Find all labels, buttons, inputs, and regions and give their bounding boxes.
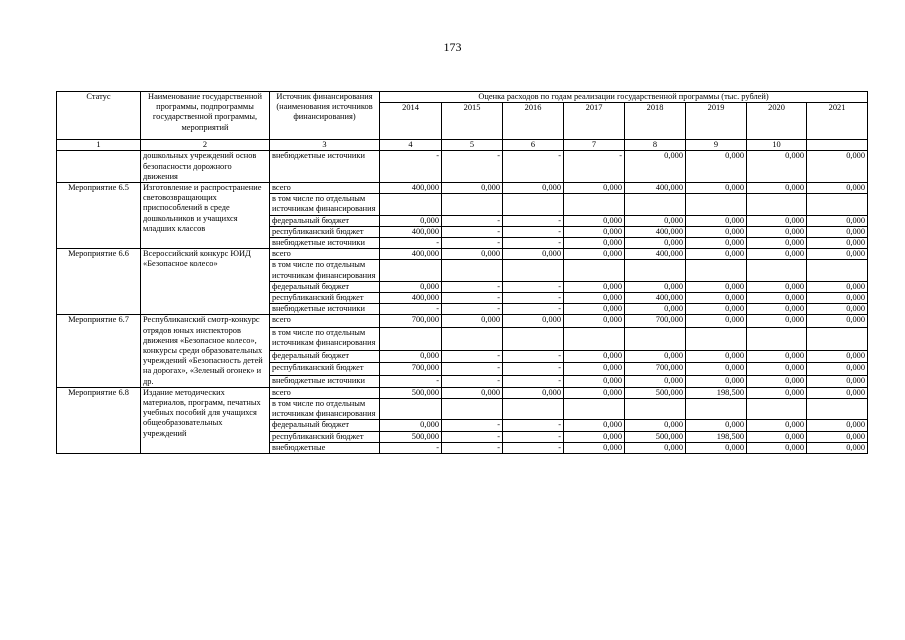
row-value: 0,000 bbox=[807, 293, 868, 304]
header-year: 2017 bbox=[564, 103, 625, 140]
row-value: - bbox=[503, 351, 564, 363]
row-value: 0,000 bbox=[807, 304, 868, 315]
row-value: 0,000 bbox=[686, 151, 747, 183]
row-value: 0,000 bbox=[564, 315, 625, 327]
row-value bbox=[686, 194, 747, 215]
row-value: 0,000 bbox=[807, 215, 868, 226]
row-value bbox=[380, 327, 442, 350]
row-value: - bbox=[380, 304, 442, 315]
row-value: 0,000 bbox=[564, 281, 625, 292]
row-source: внебюджетные источники bbox=[270, 304, 380, 315]
table-body bbox=[57, 151, 868, 454]
row-name: Изготовление и распространение световозвращающих приспособлений в среде дошкольников и учащихся младших классов bbox=[141, 183, 270, 249]
column-number: 2 bbox=[141, 140, 270, 151]
row-value: - bbox=[442, 420, 503, 431]
row-value: - bbox=[442, 226, 503, 237]
row-source: в том числе по отдельным источникам финансирования bbox=[270, 399, 380, 420]
row-value: 0,000 bbox=[686, 249, 747, 260]
row-value: 0,000 bbox=[503, 249, 564, 260]
row-value: 0,000 bbox=[807, 420, 868, 431]
row-value: 0,000 bbox=[686, 375, 747, 387]
column-number: 9 bbox=[686, 140, 747, 151]
row-value: 0,000 bbox=[380, 420, 442, 431]
row-value: 0,000 bbox=[747, 183, 807, 194]
row-value: 0,000 bbox=[807, 442, 868, 453]
row-source: всего bbox=[270, 183, 380, 194]
row-value: - bbox=[442, 238, 503, 249]
row-value: 400,000 bbox=[380, 183, 442, 194]
row-value bbox=[564, 194, 625, 215]
row-value: 0,000 bbox=[503, 183, 564, 194]
row-value: - bbox=[442, 304, 503, 315]
row-value: 198,500 bbox=[686, 387, 747, 398]
row-value bbox=[747, 399, 807, 420]
table-row bbox=[57, 183, 868, 194]
row-source: всего bbox=[270, 315, 380, 327]
row-value: 0,000 bbox=[807, 431, 868, 442]
column-number: 4 bbox=[380, 140, 442, 151]
row-value bbox=[380, 399, 442, 420]
row-source: федеральный бюджет bbox=[270, 420, 380, 431]
row-value: 0,000 bbox=[747, 387, 807, 398]
row-source: внебюджетные источники bbox=[270, 238, 380, 249]
row-value: 0,000 bbox=[625, 215, 686, 226]
row-value: 0,000 bbox=[686, 238, 747, 249]
row-value: - bbox=[503, 431, 564, 442]
header-estimate: Оценка расходов по годам реализации государственной программы (тыс. рублей) bbox=[380, 92, 868, 103]
row-value: - bbox=[564, 151, 625, 183]
column-number: 6 bbox=[503, 140, 564, 151]
row-value bbox=[564, 399, 625, 420]
row-value: - bbox=[380, 151, 442, 183]
row-value: 0,000 bbox=[564, 293, 625, 304]
table-row bbox=[57, 315, 868, 327]
row-value: - bbox=[503, 226, 564, 237]
row-value: 400,000 bbox=[380, 226, 442, 237]
row-value bbox=[807, 399, 868, 420]
header-year: 2020 bbox=[747, 103, 807, 140]
row-value: 0,000 bbox=[442, 249, 503, 260]
row-source: федеральный бюджет bbox=[270, 351, 380, 363]
row-value: 0,000 bbox=[807, 281, 868, 292]
row-value: - bbox=[442, 442, 503, 453]
header-year: 2014 bbox=[380, 103, 442, 140]
row-value: 500,000 bbox=[380, 431, 442, 442]
row-value: 700,000 bbox=[625, 315, 686, 327]
row-value: 0,000 bbox=[747, 304, 807, 315]
row-value: - bbox=[442, 215, 503, 226]
row-value: 0,000 bbox=[564, 351, 625, 363]
row-value: 0,000 bbox=[625, 304, 686, 315]
row-value: 400,000 bbox=[625, 183, 686, 194]
row-value: - bbox=[503, 281, 564, 292]
row-value: 0,000 bbox=[686, 351, 747, 363]
row-value: - bbox=[503, 420, 564, 431]
column-number: 8 bbox=[625, 140, 686, 151]
row-value: 0,000 bbox=[564, 431, 625, 442]
row-value: 0,000 bbox=[747, 431, 807, 442]
row-value bbox=[564, 327, 625, 350]
row-value: 0,000 bbox=[380, 351, 442, 363]
row-value bbox=[564, 260, 625, 281]
row-value: - bbox=[442, 375, 503, 387]
column-number: 3 bbox=[270, 140, 380, 151]
header-year: 2019 bbox=[686, 103, 747, 140]
row-value: 0,000 bbox=[747, 420, 807, 431]
row-value: 0,000 bbox=[564, 226, 625, 237]
header-year: 2016 bbox=[503, 103, 564, 140]
table-row bbox=[57, 151, 868, 183]
row-value: 0,000 bbox=[807, 363, 868, 375]
header-source: Источник финансирования (наименования источников финансирования) bbox=[270, 92, 380, 140]
row-value: 0,000 bbox=[807, 183, 868, 194]
row-value bbox=[625, 327, 686, 350]
row-value: 0,000 bbox=[686, 226, 747, 237]
row-value: 0,000 bbox=[807, 387, 868, 398]
row-value: 500,000 bbox=[625, 431, 686, 442]
row-value: 0,000 bbox=[564, 238, 625, 249]
row-value: 700,000 bbox=[380, 363, 442, 375]
column-number: 7 bbox=[564, 140, 625, 151]
row-value: 0,000 bbox=[807, 151, 868, 183]
row-source: федеральный бюджет bbox=[270, 281, 380, 292]
row-value: 0,000 bbox=[807, 315, 868, 327]
row-value: 700,000 bbox=[625, 363, 686, 375]
row-name: Всероссийский конкурс ЮИД «Безопасное колесо» bbox=[141, 249, 270, 315]
row-value bbox=[625, 399, 686, 420]
row-source: республиканский бюджет bbox=[270, 363, 380, 375]
row-value: 0,000 bbox=[564, 375, 625, 387]
row-value: 0,000 bbox=[747, 315, 807, 327]
table-header bbox=[57, 92, 868, 151]
row-value: - bbox=[442, 293, 503, 304]
row-value: 0,000 bbox=[747, 226, 807, 237]
row-value: 0,000 bbox=[686, 420, 747, 431]
column-number: 10 bbox=[747, 140, 807, 151]
row-source: в том числе по отдельным источникам финансирования bbox=[270, 327, 380, 350]
row-value: 0,000 bbox=[686, 363, 747, 375]
budget-table bbox=[56, 91, 868, 454]
row-value bbox=[807, 260, 868, 281]
row-value: 0,000 bbox=[807, 351, 868, 363]
row-value: 0,000 bbox=[747, 151, 807, 183]
row-status bbox=[57, 151, 141, 183]
row-value: 0,000 bbox=[564, 420, 625, 431]
row-value: 0,000 bbox=[747, 442, 807, 453]
row-source: федеральный бюджет bbox=[270, 215, 380, 226]
row-status: Мероприятие 6.5 bbox=[57, 183, 141, 249]
row-value: 0,000 bbox=[807, 249, 868, 260]
row-value bbox=[625, 260, 686, 281]
row-value bbox=[807, 194, 868, 215]
row-value bbox=[686, 260, 747, 281]
row-value bbox=[807, 327, 868, 350]
column-number: 1 bbox=[57, 140, 141, 151]
row-value: 0,000 bbox=[747, 363, 807, 375]
row-name: Республиканский смотр-конкурс отрядов юных инспекторов движения «Безопасное колесо», конкурсы среди образовательных учреждений «Безопасность детей на дорогах», «Зеленый огонек» и др. bbox=[141, 315, 270, 387]
row-value bbox=[442, 327, 503, 350]
row-value: 400,000 bbox=[380, 293, 442, 304]
row-value: - bbox=[442, 363, 503, 375]
row-value: 0,000 bbox=[380, 215, 442, 226]
row-value: 0,000 bbox=[747, 375, 807, 387]
header-year: 2018 bbox=[625, 103, 686, 140]
column-number: 5 bbox=[442, 140, 503, 151]
row-value: 0,000 bbox=[625, 151, 686, 183]
row-value: - bbox=[442, 351, 503, 363]
row-value: - bbox=[503, 304, 564, 315]
row-value: 0,000 bbox=[625, 351, 686, 363]
row-value: 0,000 bbox=[503, 315, 564, 327]
header-status: Статус bbox=[57, 92, 141, 140]
row-value: 400,000 bbox=[380, 249, 442, 260]
row-value: 0,000 bbox=[503, 387, 564, 398]
row-value: 198,500 bbox=[686, 431, 747, 442]
row-value: - bbox=[442, 431, 503, 442]
row-status: Мероприятие 6.7 bbox=[57, 315, 141, 387]
row-value: 0,000 bbox=[625, 238, 686, 249]
row-value bbox=[442, 194, 503, 215]
row-value: 500,000 bbox=[625, 387, 686, 398]
row-value: 0,000 bbox=[564, 363, 625, 375]
row-value: 0,000 bbox=[686, 442, 747, 453]
row-value bbox=[380, 194, 442, 215]
row-source: в том числе по отдельным источникам финансирования bbox=[270, 260, 380, 281]
row-value bbox=[625, 194, 686, 215]
row-value: 0,000 bbox=[686, 281, 747, 292]
table-row bbox=[57, 387, 868, 398]
row-value: - bbox=[503, 293, 564, 304]
row-value: 0,000 bbox=[625, 281, 686, 292]
row-value bbox=[747, 194, 807, 215]
row-value: 0,000 bbox=[686, 293, 747, 304]
row-value: - bbox=[503, 442, 564, 453]
row-status: Мероприятие 6.8 bbox=[57, 387, 141, 453]
row-value: - bbox=[380, 375, 442, 387]
row-value: 0,000 bbox=[747, 238, 807, 249]
header-row-1 bbox=[57, 92, 868, 103]
row-value: 400,000 bbox=[625, 249, 686, 260]
row-value: 0,000 bbox=[747, 351, 807, 363]
row-name: Издание методических материалов, программ, печатных учебных пособий для учащихся общеобразовательных учреждений bbox=[141, 387, 270, 453]
row-value: 0,000 bbox=[564, 442, 625, 453]
row-source: внебюджетные bbox=[270, 442, 380, 453]
row-value: 0,000 bbox=[564, 304, 625, 315]
row-source: в том числе по отдельным источникам финансирования bbox=[270, 194, 380, 215]
row-value: 0,000 bbox=[747, 281, 807, 292]
row-value: 0,000 bbox=[380, 281, 442, 292]
row-value bbox=[747, 327, 807, 350]
row-value: - bbox=[442, 151, 503, 183]
row-value: 500,000 bbox=[380, 387, 442, 398]
row-value: 400,000 bbox=[625, 226, 686, 237]
row-value: 700,000 bbox=[380, 315, 442, 327]
row-value: - bbox=[380, 442, 442, 453]
row-value bbox=[442, 260, 503, 281]
row-value: 0,000 bbox=[747, 249, 807, 260]
row-value bbox=[503, 260, 564, 281]
row-value: 0,000 bbox=[564, 387, 625, 398]
row-value: 0,000 bbox=[686, 304, 747, 315]
row-value: 0,000 bbox=[442, 315, 503, 327]
header-name: Наименование государственной программы, подпрограммы государственной программы, мероприятий bbox=[141, 92, 270, 140]
row-value bbox=[686, 399, 747, 420]
row-value: - bbox=[503, 238, 564, 249]
row-value bbox=[380, 260, 442, 281]
row-value bbox=[442, 399, 503, 420]
row-value: - bbox=[380, 238, 442, 249]
row-source: республиканский бюджет bbox=[270, 431, 380, 442]
table-row bbox=[57, 249, 868, 260]
row-source: республиканский бюджет bbox=[270, 226, 380, 237]
row-status: Мероприятие 6.6 bbox=[57, 249, 141, 315]
row-name: дошкольных учреждений основ безопасности дорожного движения bbox=[141, 151, 270, 183]
row-value bbox=[747, 260, 807, 281]
row-value: 0,000 bbox=[442, 183, 503, 194]
row-source: всего bbox=[270, 387, 380, 398]
row-value: 0,000 bbox=[807, 226, 868, 237]
row-value: - bbox=[503, 151, 564, 183]
row-source: внебюджетные источники bbox=[270, 151, 380, 183]
row-value bbox=[503, 399, 564, 420]
row-value: 0,000 bbox=[625, 420, 686, 431]
row-value bbox=[686, 327, 747, 350]
row-value: - bbox=[442, 281, 503, 292]
row-value: 0,000 bbox=[564, 183, 625, 194]
row-value: - bbox=[503, 215, 564, 226]
header-year: 2015 bbox=[442, 103, 503, 140]
column-number bbox=[807, 140, 868, 151]
row-value: 0,000 bbox=[807, 375, 868, 387]
row-value: 0,000 bbox=[625, 375, 686, 387]
row-value: 0,000 bbox=[564, 249, 625, 260]
header-column-numbers-row bbox=[57, 140, 868, 151]
row-value bbox=[503, 194, 564, 215]
row-value: 0,000 bbox=[442, 387, 503, 398]
row-value bbox=[503, 327, 564, 350]
row-value: 0,000 bbox=[747, 215, 807, 226]
row-value: - bbox=[503, 375, 564, 387]
row-value: 0,000 bbox=[686, 315, 747, 327]
row-value: 400,000 bbox=[625, 293, 686, 304]
row-source: внебюджетные источники bbox=[270, 375, 380, 387]
row-source: республиканский бюджет bbox=[270, 293, 380, 304]
header-year: 2021 bbox=[807, 103, 868, 140]
row-value: 0,000 bbox=[625, 442, 686, 453]
row-value: 0,000 bbox=[686, 183, 747, 194]
row-value: 0,000 bbox=[564, 215, 625, 226]
row-value: 0,000 bbox=[747, 293, 807, 304]
row-value: 0,000 bbox=[686, 215, 747, 226]
row-source: всего bbox=[270, 249, 380, 260]
page-number: 173 bbox=[443, 40, 462, 54]
row-value: 0,000 bbox=[807, 238, 868, 249]
row-value: - bbox=[503, 363, 564, 375]
